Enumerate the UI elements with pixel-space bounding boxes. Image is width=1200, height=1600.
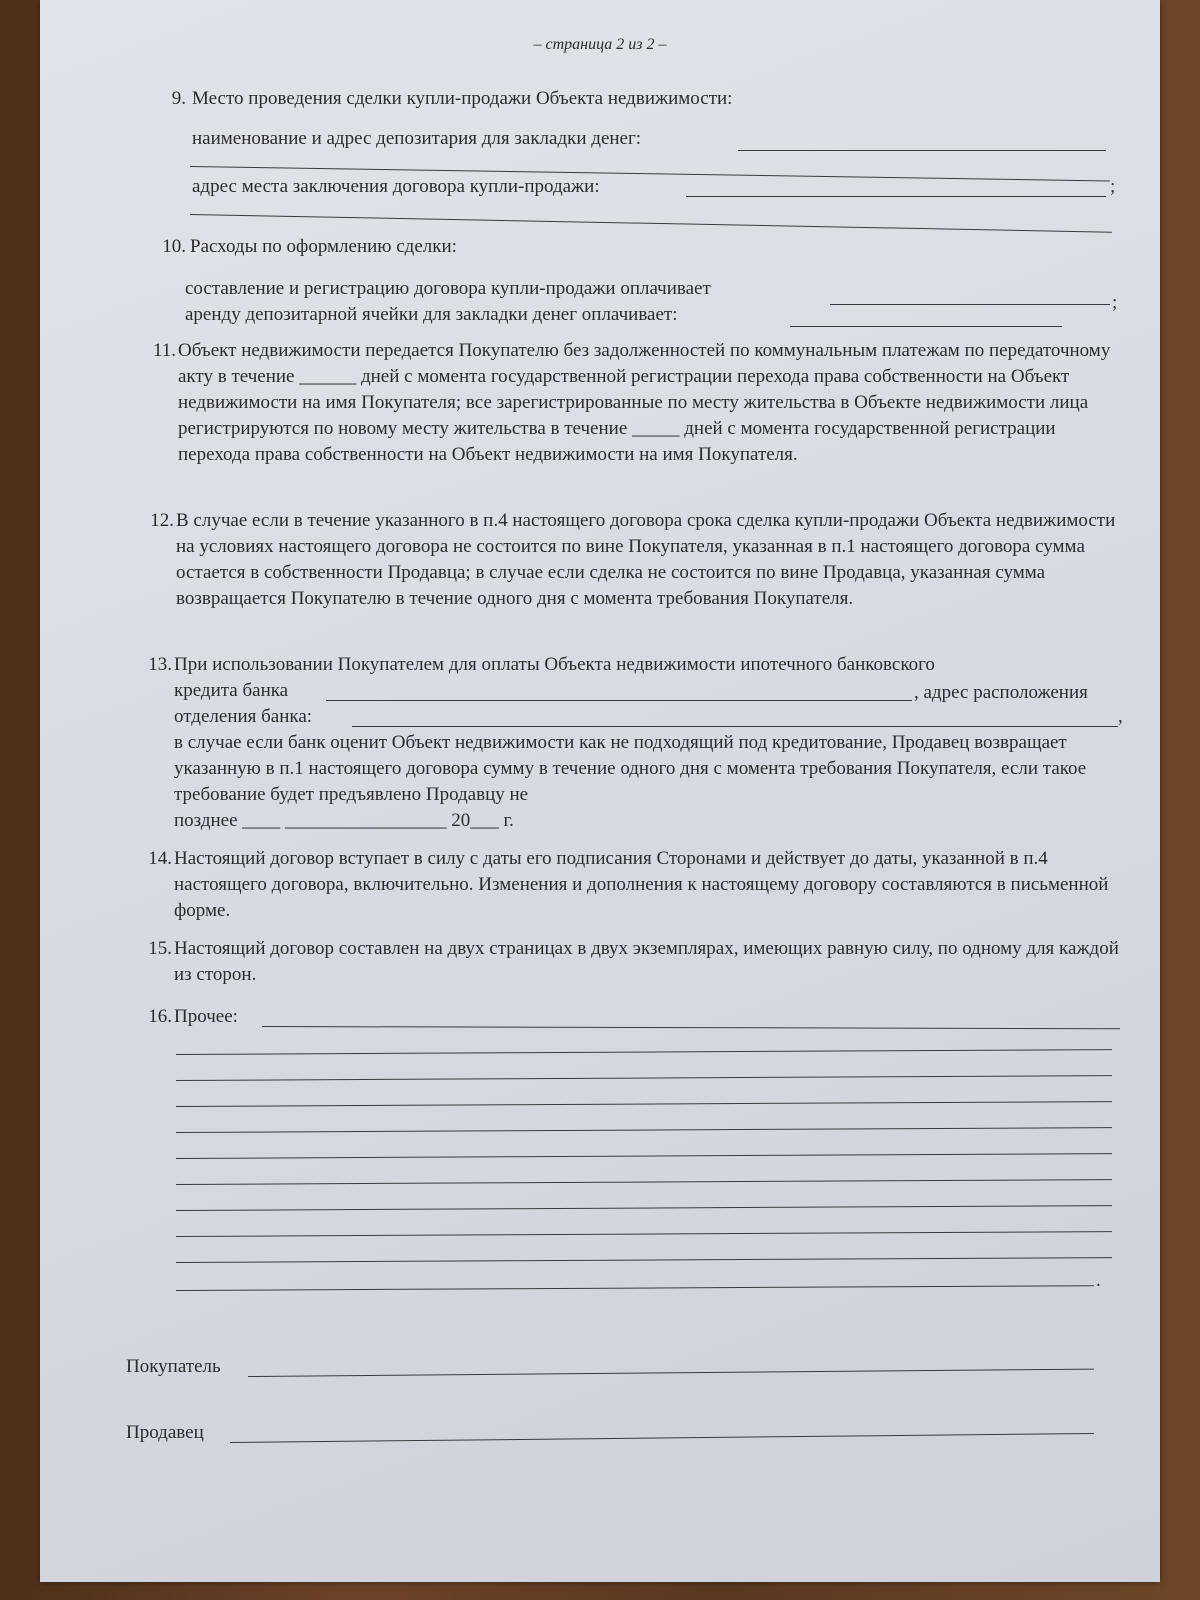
other-field-line[interactable] xyxy=(176,1049,1112,1055)
clause-title: Расходы по оформлению сделки: xyxy=(190,236,457,257)
bank-name-field[interactable] xyxy=(326,700,912,701)
clause-number: 9. xyxy=(171,88,186,109)
rent-payer-label: аренду депозитарной ячейки для закладки денег оплачивает: xyxy=(185,304,678,325)
other-field-line[interactable] xyxy=(176,1075,1112,1081)
other-field-line[interactable] xyxy=(262,1026,1120,1029)
clause-number: 15. xyxy=(148,938,172,959)
registration-payer-field[interactable] xyxy=(830,304,1110,305)
other-field-line[interactable] xyxy=(176,1179,1112,1185)
buyer-signature-field[interactable] xyxy=(248,1369,1094,1377)
period: . xyxy=(1096,1270,1101,1291)
semicolon: ; xyxy=(1110,176,1116,197)
registration-payer-label: составление и регистрацию договора купли-продажи оплачивает xyxy=(185,278,711,299)
seller-label: Продавец xyxy=(126,1422,204,1443)
other-field-line[interactable] xyxy=(176,1285,1094,1291)
other-field-line[interactable] xyxy=(176,1153,1112,1159)
semicolon: ; xyxy=(1112,292,1118,313)
other-field-line[interactable] xyxy=(176,1231,1112,1237)
clause-number: 14. xyxy=(148,848,172,869)
other-field-line[interactable] xyxy=(176,1101,1112,1107)
seller-signature-field[interactable] xyxy=(230,1433,1094,1443)
buyer-label: Покупатель xyxy=(126,1356,221,1377)
rent-payer-field[interactable] xyxy=(790,326,1062,327)
clause-number: 16. xyxy=(148,1006,172,1027)
depositary-field[interactable] xyxy=(738,150,1106,151)
clause-text: Настоящий договор вступает в силу с даты его подписания Сторонами и действует до даты, указанной в п.4 настоящего договора, включительно. Изменения и дополнения к настоящему договору составляются в письменной форме. xyxy=(174,848,1109,921)
place-label: адрес места заключения договора купли-продажи: xyxy=(192,176,600,197)
clause-number: 11. xyxy=(152,340,176,361)
clause-number: 13. xyxy=(148,654,172,675)
branch-address-field[interactable] xyxy=(352,726,1118,727)
other-label: Прочее: xyxy=(174,1006,238,1027)
other-field-line[interactable] xyxy=(176,1257,1112,1263)
clause-number: 10. xyxy=(162,236,186,257)
place-field-line2[interactable] xyxy=(190,214,1112,233)
depositary-label: наименование и адрес депозитария для закладки денег: xyxy=(192,128,642,149)
other-field-line[interactable] xyxy=(176,1205,1112,1211)
comma: , xyxy=(1118,706,1123,727)
other-field-line[interactable] xyxy=(176,1127,1112,1133)
place-field[interactable] xyxy=(686,196,1106,197)
document-sheet xyxy=(40,0,1160,1582)
bank-label: кредита банка xyxy=(174,680,289,701)
clause-text: В случае если в течение указанного в п.4 настоящего договора срока сделка купли-продажи Объекта недвижимости на условиях настоящего договора не состоится по вине Покупателя, указанная в п.1 настоящего договора сумма остается в собственности Продавца; в случае если сделка не состоится по вине Продавца, указанная сумма возвращается Покупателю в течение одного дня с момента требования Покупателя. xyxy=(176,510,1116,609)
branch-label: отделения банка: xyxy=(174,706,313,727)
bank-address-label: , адрес расположения xyxy=(914,682,1088,703)
clause-text: Настоящий договор составлен на двух страницах в двух экземплярах, имеющих равную силу, по одному для каждой из сторон. xyxy=(174,938,1119,985)
deadline-date: позднее ____ _________________ 20___ г. xyxy=(174,810,514,831)
clause-text: в случае если банк оценит Объект недвижимости как не подходящий под кредитование, Продавец возвращает указанную в п.1 настоящего договора сумму в течение одного дня с момента требования Покупателя, если такое требование будет предъявлено Продавцу не xyxy=(174,732,1087,805)
clause-text: Объект недвижимости передается Покупателю без задолженностей по коммунальным платежам по передаточному акту в течение ______ дней с момента государственной регистрации перехода права собственности на Объект недвижимости на имя Покупателя; все зарегистрированные по месту жительства в Объекте недвижимости лица регистрируются по новому месту жительства в течение _____ дней с момента государственной регистрации перехода права собственности на Объект недвижимости на имя Покупателя. xyxy=(178,340,1111,465)
clause-line: При использовании Покупателем для оплаты Объекта недвижимости ипотечного банковского xyxy=(174,654,935,675)
clause-number: 12. xyxy=(150,510,174,531)
clause-title: Место проведения сделки купли-продажи Объекта недвижимости: xyxy=(192,88,733,109)
page-number: – страница 2 из 2 – xyxy=(533,36,667,53)
